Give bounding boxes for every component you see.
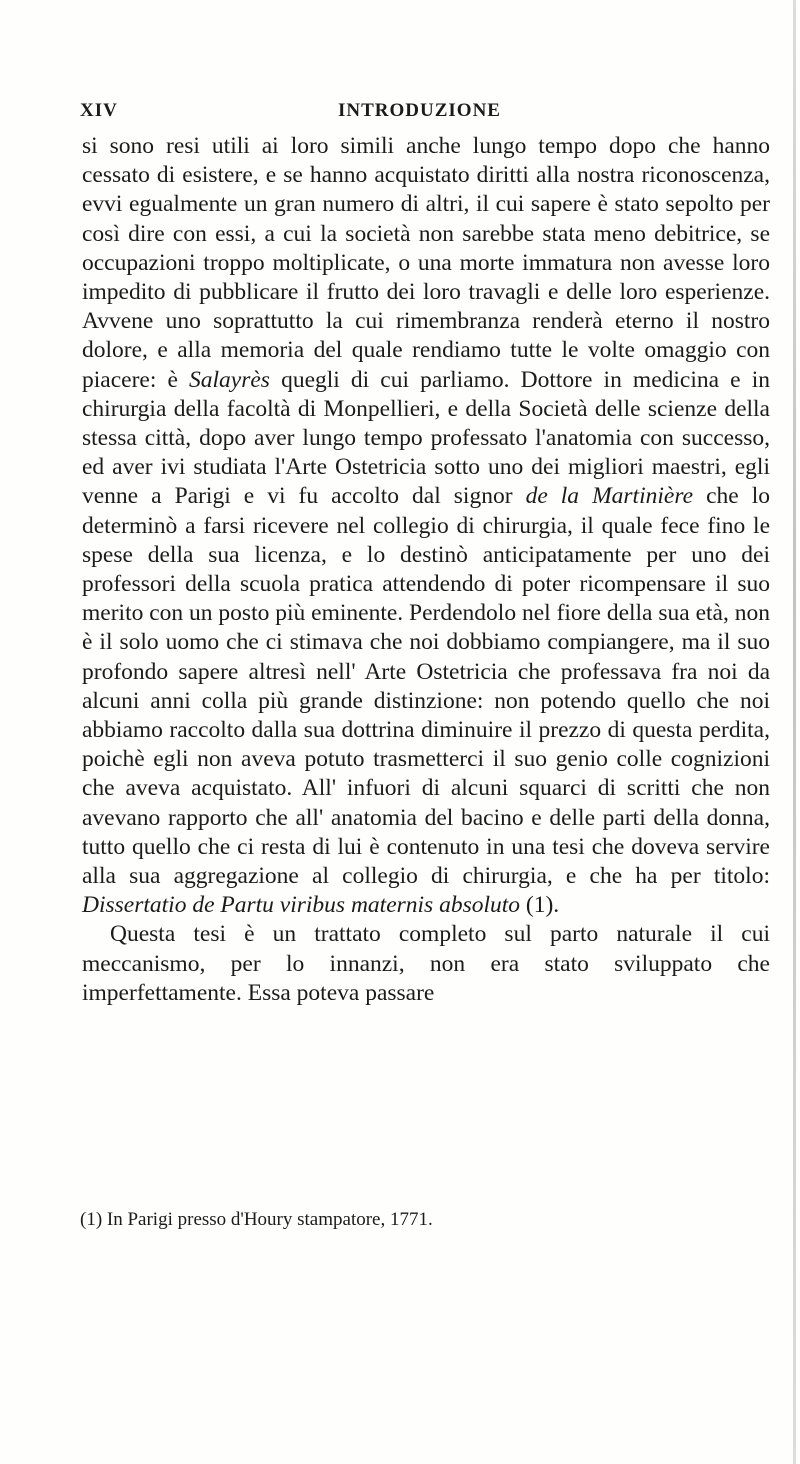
body-text xyxy=(82,132,770,1008)
page-header xyxy=(80,100,770,124)
paragraph-1 xyxy=(82,132,770,920)
footnote: (1) In Parigi presso d'Houry stampatore, 1771. xyxy=(80,1209,433,1230)
paragraph-1-text-b: quegli di cui parliamo. Dottore in medicina e in chirurgia della facoltà di Monpellieri, e della Società delle scienze della stessa città, dopo aver lungo tempo professato l'anatomia con successo, ed aver ivi studiata l'Arte Ostetricia sotto uno dei migliori maestri, egli venne a Parigi e vi fu accolto dal signor xyxy=(82,366,770,510)
running-title: INTRODUZIONE xyxy=(338,100,501,121)
thesis-title: Dissertatio de Partu viribus maternis absoluto xyxy=(82,892,521,919)
paragraph-1-text-c: che lo determinò a farsi ricevere nel collegio di chirurgia, il quale fece fino le spese della sua licenza, e lo destinò anticipatamente per uno dei professori della scuola pratica attendendo di poter ricompensare il suo merito con un posto più eminente. Perdendolo nel fiore della sua età, non è il solo uomo che ci stimava che noi dobbiamo compiangere, ma il suo profondo sapere altresì nell' Arte Ostetricia che professava fra noi da alcuni anni colla più grande distinzione: non potendo quello che noi abbiamo raccolto dalla sua dottrina diminuire il prezzo di questa perdita, poichè egli non aveva potuto trasmetterci il suo genio colle cognizioni che aveva acquistato. All' infuori di alcuni squarci di scritti che non avevano rapporto che all' anatomia del bacino e delle parti della donna, tutto quello che ci resta di lui è contenuto in una tesi che doveva servire alla sua aggregazione al collegio di chirurgia, e che ha per titolo: xyxy=(82,483,770,890)
name-de-la-martiniere: de la Martinière xyxy=(525,483,694,510)
footnote-reference: (1). xyxy=(520,892,560,919)
page-number: XIV xyxy=(80,100,118,121)
page-edge-shadow xyxy=(793,0,796,1464)
paragraph-2: Questa tesi è un trattato completo sul parto naturale il cui meccanismo, per lo innanzi, non era stato sviluppato che imperfettamente. Essa poteva passare xyxy=(82,921,770,1006)
name-salayres: Salayrès xyxy=(189,366,270,393)
paragraph-1-text-a: si sono resi utili ai loro simili anche lungo tempo dopo che hanno cessato di esistere, e se hanno acquistato diritti alla nostra riconoscenza, evvi egualmente un gran numero di altri, il cui sapere è stato sepolto per così dire con essi, a cui la società non sarebbe stata meno debitrice, se occupazioni troppo moltiplicate, o una morte immatura non avesse loro impedito di pubblicare il frutto dei loro travagli e delle loro esperienze. Avvene uno soprattutto la cui rimembranza renderà eterno il nostro dolore, e alla memoria del quale rendiamo tutte le volte omaggio con piacere: è xyxy=(82,133,770,393)
